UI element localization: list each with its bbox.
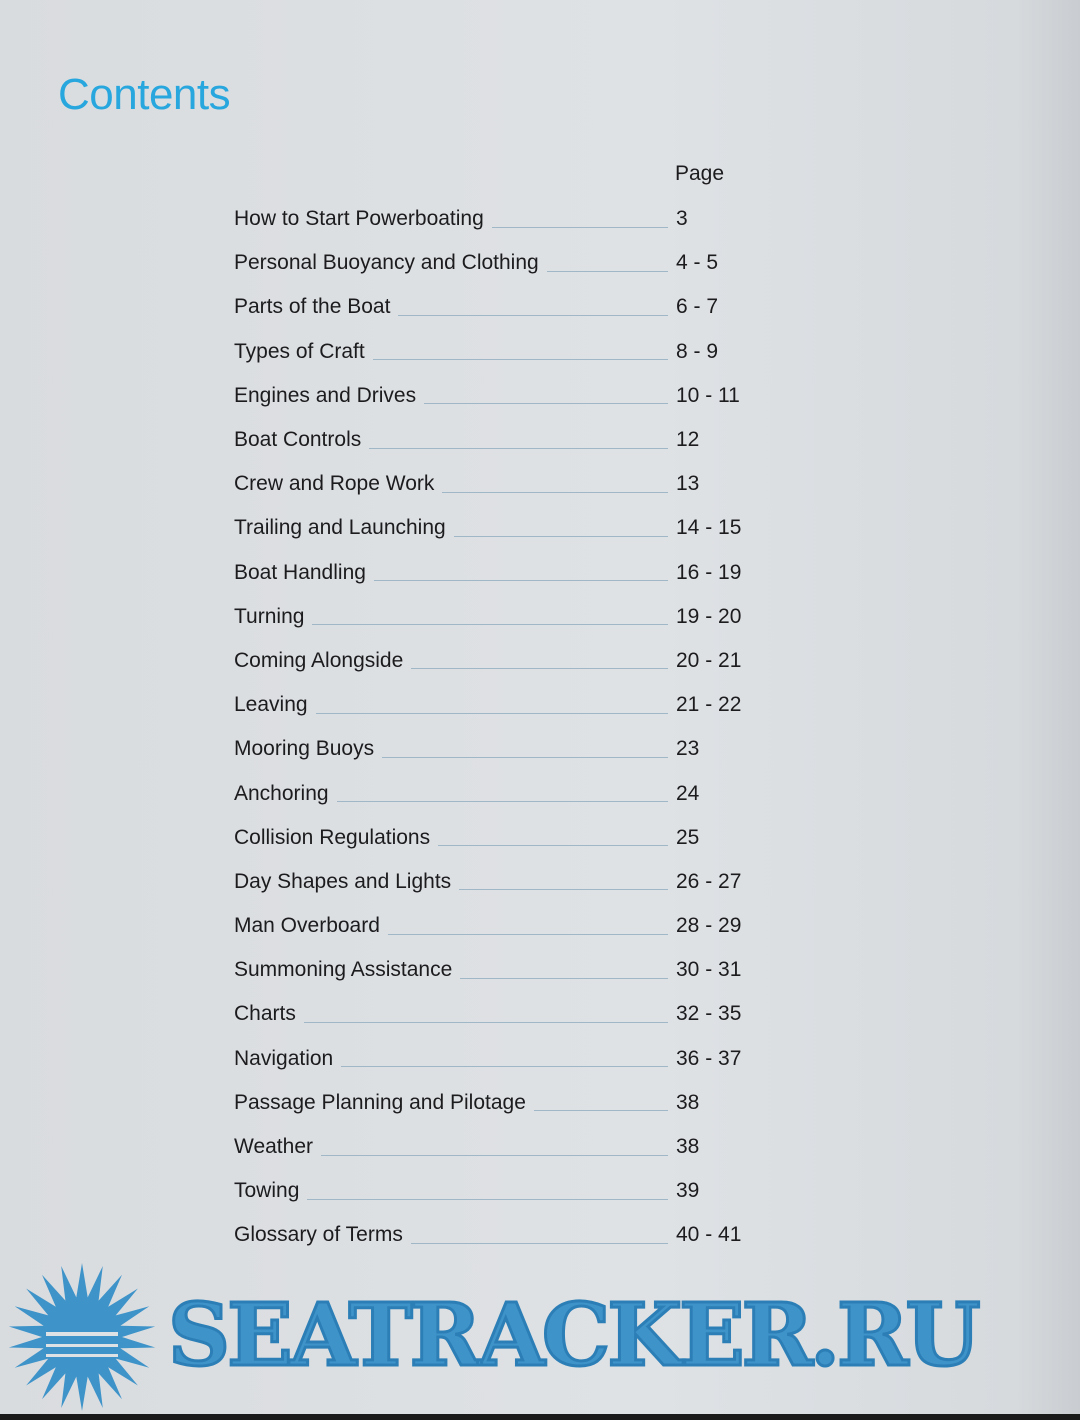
toc-leader-line bbox=[411, 668, 668, 669]
toc-entry-title: Mooring Buoys bbox=[234, 737, 375, 761]
toc-leader-line bbox=[304, 1022, 668, 1023]
toc-leader-line bbox=[459, 889, 668, 890]
toc-entry-title: Boat Handling bbox=[234, 560, 366, 584]
toc-entry-title: Collision Regulations bbox=[234, 825, 431, 849]
toc-entry bbox=[234, 683, 774, 727]
toc-entry bbox=[234, 418, 774, 462]
toc-entry-page: 38 bbox=[676, 1135, 700, 1159]
toc-entry-page: 21 - 22 bbox=[676, 693, 742, 717]
toc-entry bbox=[234, 374, 774, 418]
toc-entry bbox=[234, 1037, 774, 1081]
toc-entry bbox=[234, 462, 774, 506]
toc-entry bbox=[234, 904, 774, 948]
toc-entry bbox=[234, 727, 774, 771]
toc-entry-title: Charts bbox=[234, 1002, 296, 1026]
toc-entry-title: Personal Buoyancy and Clothing bbox=[234, 251, 539, 275]
watermark-text: SEATRACKER.RU bbox=[168, 1285, 978, 1386]
page-column-header: Page bbox=[675, 162, 725, 185]
toc-leader-line bbox=[398, 315, 668, 316]
toc-entry bbox=[234, 860, 774, 904]
toc-entry-title: Towing bbox=[234, 1179, 300, 1203]
toc-leader-line bbox=[534, 1110, 668, 1111]
toc-entry-page: 36 - 37 bbox=[676, 1046, 742, 1070]
toc-leader-line bbox=[316, 713, 668, 714]
toc-entry-title: Trailing and Launching bbox=[234, 516, 446, 540]
toc-leader-line bbox=[388, 934, 668, 935]
toc-entry-page: 32 - 35 bbox=[676, 1002, 742, 1026]
toc-entry-title: Man Overboard bbox=[234, 914, 380, 938]
toc-leader-line bbox=[382, 757, 668, 758]
toc-leader-line bbox=[341, 1066, 668, 1067]
toc-entry-page: 24 bbox=[676, 781, 700, 805]
toc-entry-title: Summoning Assistance bbox=[234, 958, 453, 982]
toc-entry bbox=[234, 992, 774, 1036]
page-bottom-edge bbox=[0, 1414, 1080, 1420]
toc-entry bbox=[234, 816, 774, 860]
toc-entry-page: 26 - 27 bbox=[676, 869, 742, 893]
toc-entry-title: How to Start Powerboating bbox=[234, 207, 484, 231]
toc-leader-line bbox=[312, 624, 668, 625]
toc-entry-title: Navigation bbox=[234, 1046, 334, 1070]
toc-entry-page: 30 - 31 bbox=[676, 958, 742, 982]
toc-entry bbox=[234, 1213, 774, 1257]
toc-leader-line bbox=[460, 978, 668, 979]
toc-entry-page: 12 bbox=[676, 428, 700, 452]
toc-leader-line bbox=[373, 359, 668, 360]
toc-entry bbox=[234, 1125, 774, 1169]
toc-leader-line bbox=[442, 492, 668, 493]
toc-entry bbox=[234, 197, 774, 241]
toc-entry-page: 13 bbox=[676, 472, 700, 496]
toc-entry-page: 14 - 15 bbox=[676, 516, 742, 540]
toc-entry bbox=[234, 241, 774, 285]
toc-leader-line bbox=[547, 271, 668, 272]
toc-entry bbox=[234, 285, 774, 329]
toc-entry-title: Boat Controls bbox=[234, 428, 362, 452]
toc-entry-title: Day Shapes and Lights bbox=[234, 869, 452, 893]
toc-leader-line bbox=[454, 536, 668, 537]
toc-entry-title: Types of Craft bbox=[234, 339, 365, 363]
toc-entry-title: Coming Alongside bbox=[234, 648, 404, 672]
page-title: Contents bbox=[58, 70, 231, 119]
toc-entry-page: 25 bbox=[676, 825, 700, 849]
table-of-contents bbox=[234, 197, 774, 1258]
toc-entry-page: 23 bbox=[676, 737, 700, 761]
toc-leader-line bbox=[374, 580, 668, 581]
toc-entry bbox=[234, 948, 774, 992]
toc-entry-page: 8 - 9 bbox=[676, 339, 719, 363]
toc-leader-line bbox=[492, 227, 668, 228]
toc-entry-page: 3 bbox=[676, 207, 688, 231]
toc-entry bbox=[234, 595, 774, 639]
toc-entry-page: 20 - 21 bbox=[676, 648, 742, 672]
toc-leader-line bbox=[307, 1199, 668, 1200]
toc-entry bbox=[234, 1169, 774, 1213]
watermark bbox=[0, 1262, 1080, 1412]
toc-entry-page: 38 bbox=[676, 1090, 700, 1114]
toc-leader-line bbox=[438, 845, 668, 846]
toc-entry-page: 28 - 29 bbox=[676, 914, 742, 938]
toc-entry-page: 6 - 7 bbox=[676, 295, 719, 319]
toc-entry-title: Anchoring bbox=[234, 781, 329, 805]
toc-entry bbox=[234, 639, 774, 683]
toc-entry-page: 16 - 19 bbox=[676, 560, 742, 584]
toc-entry-title: Turning bbox=[234, 604, 305, 628]
toc-entry-page: 19 - 20 bbox=[676, 604, 742, 628]
toc-entry bbox=[234, 506, 774, 550]
toc-entry-title: Weather bbox=[234, 1135, 313, 1159]
toc-entry-title: Engines and Drives bbox=[234, 383, 417, 407]
toc-leader-line bbox=[337, 801, 668, 802]
toc-entry-page: 4 - 5 bbox=[676, 251, 719, 275]
toc-entry-title: Crew and Rope Work bbox=[234, 472, 435, 496]
toc-entry-page: 40 - 41 bbox=[676, 1223, 742, 1247]
toc-entry-title: Leaving bbox=[234, 693, 308, 717]
toc-entry-title: Parts of the Boat bbox=[234, 295, 391, 319]
sun-icon bbox=[2, 1262, 162, 1412]
toc-entry-page: 39 bbox=[676, 1179, 700, 1203]
toc-entry-page: 10 - 11 bbox=[676, 383, 740, 407]
toc-entry bbox=[234, 551, 774, 595]
toc-leader-line bbox=[424, 403, 668, 404]
toc-entry bbox=[234, 771, 774, 815]
toc-entry bbox=[234, 330, 774, 374]
toc-entry-title: Glossary of Terms bbox=[234, 1223, 403, 1247]
toc-leader-line bbox=[411, 1243, 668, 1244]
toc-entry-title: Passage Planning and Pilotage bbox=[234, 1090, 526, 1114]
toc-entry bbox=[234, 1081, 774, 1125]
toc-leader-line bbox=[369, 448, 668, 449]
toc-leader-line bbox=[321, 1155, 668, 1156]
